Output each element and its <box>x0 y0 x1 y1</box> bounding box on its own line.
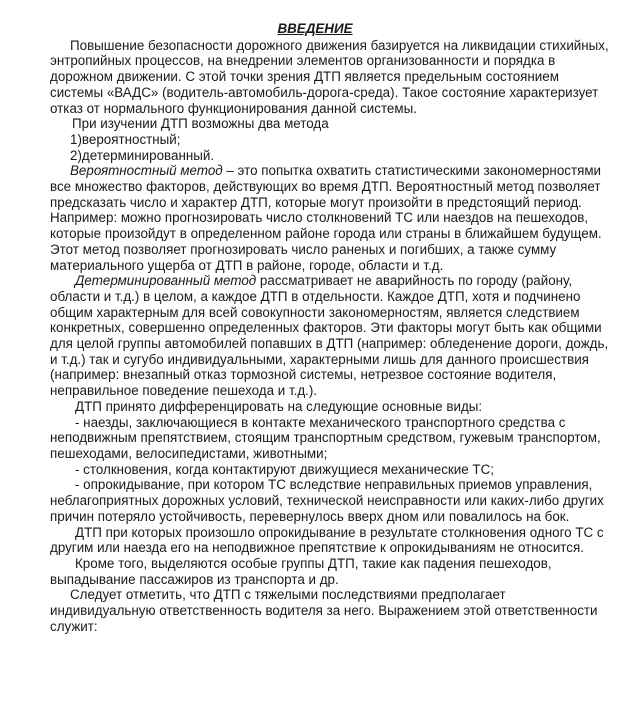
paragraph-methods: При изучении ДТП возможны два метода <box>72 116 329 132</box>
document-body <box>50 21 610 634</box>
paragraph-types: ДТП принято дифференцировать на следующие основные виды: <box>75 398 483 414</box>
text-deterministic-method: рассматривает не аварийность по городу (району, области и т.д.) в целом, а каждое ДТП в отдельности. Каждое ДТП, хотя и подчинено общим характерным для всей совокупности закономерностям, является следствием конкретных, совершенно определенных факторов. Эти факторы могут быть как общими для целой группы автомобилей попавших в ДТП (например: обледенение дороги, дождь, и т.д.) так и сугубо индивидуальными, характерными лишь для данного происшествия (например: внезапный отказ тормозной системы, нетрезвое состояние водителя, неправильное поведение пешехода и т.д.). <box>50 273 609 399</box>
term-deterministic-method: Детерминированный метод <box>75 273 257 289</box>
document-title: ВВЕДЕНИЕ <box>277 21 353 36</box>
paragraph-deterministic-method <box>50 273 610 399</box>
paragraph-type-collision-static: - наезды, заключающиеся в контакте механического транспортного средства с неподвижным препятствием, стоящим транспортным средством, гужевым транспортом, пешеходами, велосипедистами, животными; <box>50 414 601 461</box>
list-item-probabilistic: 1)вероятностный; <box>70 131 181 147</box>
paragraph-special-groups: Кроме того, выделяются особые группы ДТП, такие как падения пешеходов, выпадывание пассажиров из транспорта и др. <box>50 555 552 587</box>
term-probabilistic-method: Вероятностный метод <box>70 163 223 179</box>
list-item-deterministic: 2)детерминированный. <box>70 147 215 163</box>
text-probabilistic-method: – это попытка охватить статистическими закономерностями все множество факторов, действующих во время ДТП. Вероятностный метод позволяет предсказать число и характер ДТП, которые могут произойти в предстоящий период. Например: можно прогнозировать число столкновений ТС или наездов на пешеходов, которые произойдут в определенном районе города или страны в ближайшем будущем. Этот метод позволяет прогнозировать число раненых и погибших, а также сумму материального ущерба от ДТП в районе, городе, области и т.д. <box>50 163 602 273</box>
paragraph-overturn-note: ДТП при которых произошло опрокидывание в результате столкновения одного ТС с другим или наезда его на неподвижное препятствие к опрокидываниям не относится. <box>50 524 604 556</box>
paragraph-responsibility: Следует отметить, что ДТП с тяжелыми последствиями предполагает индивидуальную ответственность водителя за него. Выражением этой ответственности служит: <box>50 587 598 634</box>
paragraph-type-overturn: - опрокидывание, при котором ТС вследствие неправильных приемов управления, неблагоприятных дорожных условий, технической неисправности или каких-либо других причин потеряло устойчивость, перевернулось вверх дном или повалилось на бок. <box>50 477 604 524</box>
paragraph-type-collision-moving: - столкновения, когда контактируют движущиеся механические ТС; <box>75 461 494 477</box>
paragraph-probabilistic-method <box>50 163 610 273</box>
paragraph-intro: Повышение безопасности дорожного движения базируется на ликвидации стихийных, энтропийных процессов, на внедрении элементов организованности и порядка в дорожном движении. С этой точки зрения ДТП является предельным состоянием системы «ВАДС» (водитель-автомобиль-дорога-среда). Такое состояние характеризует отказ от нормального функционирования данной системы. <box>50 37 609 116</box>
